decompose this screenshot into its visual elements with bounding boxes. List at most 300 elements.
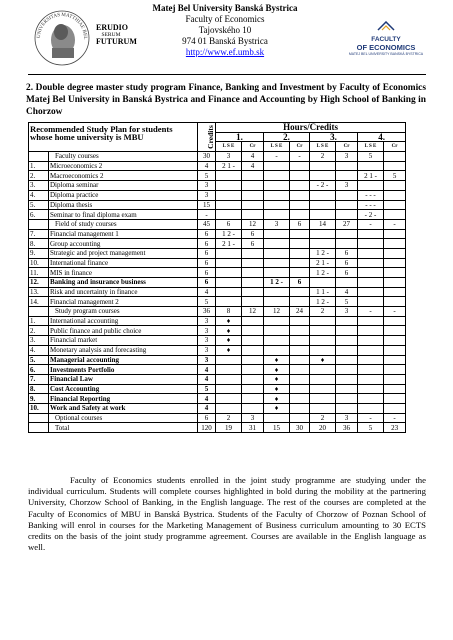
table-cell <box>310 365 336 375</box>
cr-header: Cr <box>242 142 264 152</box>
table-cell <box>290 248 310 258</box>
table-cell <box>216 355 242 365</box>
table-cell: 5 <box>198 171 216 181</box>
table-cell: 6 <box>198 258 216 268</box>
table-cell: Study program courses <box>49 307 198 317</box>
table-cell <box>290 403 310 413</box>
table-cell: 3 <box>216 152 242 162</box>
table-cell: - <box>384 413 406 423</box>
table-cell: 3 <box>336 413 358 423</box>
table-cell: 4 <box>198 374 216 384</box>
table-cell <box>290 287 310 297</box>
table-row <box>29 248 406 258</box>
faculty-name: Faculty of Economics <box>185 14 265 24</box>
table-cell <box>216 374 242 384</box>
table-cell: 2 1 - <box>216 239 242 249</box>
table-cell: 5 <box>384 171 406 181</box>
table-cell: 4. <box>29 345 49 355</box>
table-cell: 2 1 - <box>310 258 336 268</box>
table-cell: 1 2 - <box>264 278 290 288</box>
table-cell: 6. <box>29 365 49 375</box>
table-cell <box>29 219 49 229</box>
table-section-row <box>29 219 406 229</box>
table-cell <box>310 278 336 288</box>
table-cell: Banking and insurance business <box>49 278 198 288</box>
table-cell <box>336 190 358 200</box>
table-cell <box>384 403 406 413</box>
table-cell <box>358 229 384 239</box>
table-cell: 3. <box>29 336 49 346</box>
table-cell <box>310 239 336 249</box>
table-cell <box>384 200 406 210</box>
table-cell: Diploma thesis <box>49 200 198 210</box>
table-cell: 4 <box>198 403 216 413</box>
table-cell <box>358 161 384 171</box>
table-cell: 8. <box>29 239 49 249</box>
table-cell <box>242 394 264 404</box>
table-cell <box>242 384 264 394</box>
table-cell <box>358 355 384 365</box>
table-row <box>29 161 406 171</box>
header-divider <box>28 74 426 75</box>
table-cell <box>336 210 358 220</box>
table-cell <box>310 336 336 346</box>
table-cell <box>242 374 264 384</box>
table-cell: 4. <box>29 190 49 200</box>
table-cell: 14. <box>29 297 49 307</box>
semester-1-header: 1. <box>216 132 264 142</box>
table-cell <box>384 394 406 404</box>
table-cell <box>384 190 406 200</box>
table-cell: 7. <box>29 374 49 384</box>
credit-header: Credits <box>198 123 216 152</box>
table-cell <box>290 181 310 191</box>
table-cell <box>242 278 264 288</box>
semester-2-header: 2. <box>264 132 310 142</box>
table-cell <box>290 239 310 249</box>
table-cell: 2 <box>310 413 336 423</box>
table-cell: - 2 - <box>310 181 336 191</box>
table-cell <box>242 200 264 210</box>
table-cell <box>290 384 310 394</box>
table-cell: 10. <box>29 258 49 268</box>
letterhead-address <box>130 3 320 58</box>
table-cell: Financial management 1 <box>49 229 198 239</box>
table-cell <box>264 200 290 210</box>
table-cell: 3 <box>336 152 358 162</box>
table-cell <box>290 200 310 210</box>
table-cell: Financial management 2 <box>49 297 198 307</box>
table-cell <box>336 229 358 239</box>
table-cell <box>216 403 242 413</box>
table-cell: 20 <box>310 423 336 433</box>
table-cell: 5 <box>198 384 216 394</box>
table-cell: 6 <box>198 239 216 249</box>
table-cell <box>242 297 264 307</box>
table-row <box>29 258 406 268</box>
table-cell: 2 <box>216 413 242 423</box>
table-cell <box>358 374 384 384</box>
table-cell <box>264 345 290 355</box>
table-cell: 6. <box>29 210 49 220</box>
table-cell <box>384 229 406 239</box>
table-cell: 4 <box>198 394 216 404</box>
table-cell <box>29 307 49 317</box>
table-row <box>29 297 406 307</box>
section-heading: 2. Double degree master study program Finance, Banking and Investment by Faculty of Economics Matej Bel University in Banská Bystrica and Finance and Accounting by High School of Banking in Chorzow <box>26 83 426 117</box>
table-cell: ♦ <box>264 394 290 404</box>
table-row <box>29 355 406 365</box>
table-cell <box>264 287 290 297</box>
table-cell <box>264 258 290 268</box>
table-cell: ♦ <box>264 403 290 413</box>
table-section-row <box>29 307 406 317</box>
website-link[interactable]: http://www.ef.umb.sk <box>185 47 265 57</box>
table-cell: 5 <box>358 152 384 162</box>
table-cell <box>216 190 242 200</box>
table-cell <box>384 239 406 249</box>
table-cell: - 2 - <box>358 210 384 220</box>
table-cell: 14 <box>310 219 336 229</box>
table-cell: 15 <box>264 423 290 433</box>
table-cell <box>242 316 264 326</box>
table-cell: 6 <box>336 248 358 258</box>
table-cell <box>290 316 310 326</box>
table-cell <box>216 287 242 297</box>
table-cell <box>264 326 290 336</box>
table-cell: ♦ <box>310 355 336 365</box>
table-cell <box>290 355 310 365</box>
table-cell: 6 <box>216 219 242 229</box>
table-cell <box>216 278 242 288</box>
table-cell <box>264 248 290 258</box>
table-cell: 6 <box>336 258 358 268</box>
table-cell: 12 <box>264 307 290 317</box>
table-cell <box>384 365 406 375</box>
table-cell: - <box>264 152 290 162</box>
table-cell <box>310 171 336 181</box>
table-cell: 1 2 - <box>216 229 242 239</box>
table-cell <box>358 326 384 336</box>
table-cell: Strategic and project management <box>49 248 198 258</box>
table-cell: 23 <box>384 423 406 433</box>
faculty-logo-mark-icon <box>377 21 395 31</box>
table-cell: Seminar to final diploma exam <box>49 210 198 220</box>
table-row <box>29 316 406 326</box>
table-cell <box>358 268 384 278</box>
table-cell <box>310 384 336 394</box>
table-cell <box>384 181 406 191</box>
table-cell: 1 2 - <box>310 248 336 258</box>
table-cell: Diploma practice <box>49 190 198 200</box>
table-cell <box>290 229 310 239</box>
letterhead <box>0 0 453 76</box>
table-cell: 12. <box>29 278 49 288</box>
table-cell: ♦ <box>264 384 290 394</box>
table-cell <box>264 268 290 278</box>
table-row <box>29 229 406 239</box>
table-cell: 45 <box>198 219 216 229</box>
table-cell <box>310 190 336 200</box>
table-cell: 3 <box>242 413 264 423</box>
table-cell <box>384 161 406 171</box>
table-cell <box>242 287 264 297</box>
table-cell: 6 <box>198 278 216 288</box>
table-cell <box>264 297 290 307</box>
table-cell <box>358 248 384 258</box>
table-cell <box>358 287 384 297</box>
table-cell: 15 <box>198 200 216 210</box>
table-section-row <box>29 423 406 433</box>
table-cell: 3 <box>198 336 216 346</box>
table-cell: Monetary analysis and forecasting <box>49 345 198 355</box>
table-title: Recommended Study Plan for students whose home university is MBU <box>29 123 198 152</box>
table-cell <box>290 258 310 268</box>
table-cell: 12 <box>242 307 264 317</box>
table-cell <box>310 374 336 384</box>
table-cell: Field of study courses <box>49 219 198 229</box>
table-cell <box>264 190 290 200</box>
table-cell <box>216 365 242 375</box>
table-cell <box>384 268 406 278</box>
table-cell: 3 <box>198 190 216 200</box>
table-cell: 31 <box>242 423 264 433</box>
table-cell: 1 2 - <box>310 297 336 307</box>
university-name: Matej Bel University Banská Bystrica <box>152 3 298 13</box>
cr-header: Cr <box>290 142 310 152</box>
table-cell <box>336 403 358 413</box>
table-cell <box>384 326 406 336</box>
table-cell <box>290 374 310 384</box>
cr-header: Cr <box>384 142 406 152</box>
table-cell: Financial Law <box>49 374 198 384</box>
table-cell: 2 <box>310 152 336 162</box>
table-cell: 2 1 - <box>216 161 242 171</box>
table-cell: Macroeconomics 2 <box>49 171 198 181</box>
table-cell <box>242 268 264 278</box>
table-cell: ♦ <box>264 365 290 375</box>
table-cell: 30 <box>198 152 216 162</box>
table-cell <box>336 278 358 288</box>
table-cell: 2 <box>310 307 336 317</box>
table-cell <box>264 316 290 326</box>
table-cell: 36 <box>336 423 358 433</box>
table-cell: 30 <box>290 423 310 433</box>
table-cell: 3 <box>336 181 358 191</box>
lse-header: L S E <box>310 142 336 152</box>
table-cell <box>358 297 384 307</box>
table-cell: ♦ <box>216 326 242 336</box>
table-cell <box>242 365 264 375</box>
table-cell: 120 <box>198 423 216 433</box>
table-cell <box>384 210 406 220</box>
table-cell <box>310 229 336 239</box>
table-cell <box>216 384 242 394</box>
table-cell <box>358 181 384 191</box>
table-row <box>29 384 406 394</box>
table-cell <box>384 152 406 162</box>
street-address: Tajovského 10 <box>198 25 252 35</box>
table-cell: 6 <box>198 229 216 239</box>
table-cell <box>264 171 290 181</box>
table-cell: 5. <box>29 200 49 210</box>
table-row <box>29 268 406 278</box>
table-cell: Managerial accounting <box>49 355 198 365</box>
table-cell: Public finance and public choice <box>49 326 198 336</box>
table-cell <box>290 268 310 278</box>
table-cell: 36 <box>198 307 216 317</box>
table-cell <box>336 394 358 404</box>
table-cell: 6 <box>290 278 310 288</box>
table-cell: 5 <box>198 297 216 307</box>
table-cell <box>358 345 384 355</box>
table-row <box>29 210 406 220</box>
table-cell: 3 <box>198 355 216 365</box>
table-cell <box>310 316 336 326</box>
table-cell: 4 <box>198 287 216 297</box>
erudio-motto: ERUDIO SERUM FUTURUM <box>96 23 137 46</box>
table-cell: 3 <box>264 219 290 229</box>
hours-credits-header: Hours/Credits <box>216 123 406 133</box>
table-cell <box>310 200 336 210</box>
table-cell <box>264 413 290 423</box>
table-cell: 11. <box>29 268 49 278</box>
table-cell <box>336 316 358 326</box>
table-cell <box>242 190 264 200</box>
table-cell <box>310 161 336 171</box>
table-cell <box>384 316 406 326</box>
table-row <box>29 345 406 355</box>
table-row <box>29 394 406 404</box>
table-cell: 6 <box>242 239 264 249</box>
table-cell <box>384 297 406 307</box>
table-cell <box>242 171 264 181</box>
table-cell <box>29 152 49 162</box>
table-cell: - <box>290 152 310 162</box>
table-cell: Risk and uncertainty in finance <box>49 287 198 297</box>
table-cell <box>216 297 242 307</box>
table-cell <box>242 355 264 365</box>
table-cell <box>336 239 358 249</box>
table-cell <box>264 229 290 239</box>
table-cell: MIS in finance <box>49 268 198 278</box>
table-cell: Optional courses <box>49 413 198 423</box>
cr-header: Cr <box>336 142 358 152</box>
table-row <box>29 239 406 249</box>
table-cell: 7. <box>29 229 49 239</box>
table-cell <box>384 248 406 258</box>
table-cell: - <box>358 413 384 423</box>
table-cell <box>242 345 264 355</box>
table-cell <box>264 336 290 346</box>
table-cell: Total <box>49 423 198 433</box>
study-plan-body <box>29 152 406 433</box>
table-cell <box>336 374 358 384</box>
table-cell: 6 <box>290 219 310 229</box>
table-cell: 13. <box>29 287 49 297</box>
table-cell: Faculty courses <box>49 152 198 162</box>
study-plan-table <box>28 122 406 433</box>
table-cell <box>290 210 310 220</box>
table-cell: 4 <box>198 365 216 375</box>
table-cell: 5 <box>336 297 358 307</box>
table-cell: Investments Portfolio <box>49 365 198 375</box>
table-cell <box>216 258 242 268</box>
table-row <box>29 171 406 181</box>
table-cell: 5 <box>358 423 384 433</box>
table-cell: 6 <box>198 413 216 423</box>
table-cell <box>29 423 49 433</box>
table-cell: 24 <box>290 307 310 317</box>
table-cell: 6 <box>198 268 216 278</box>
table-cell: 1 1 - <box>310 287 336 297</box>
table-cell: 3 <box>198 181 216 191</box>
table-cell: 3 <box>198 345 216 355</box>
table-cell: International finance <box>49 258 198 268</box>
table-cell: 10. <box>29 403 49 413</box>
table-row <box>29 365 406 375</box>
table-cell <box>336 171 358 181</box>
table-cell: Microeconomics 2 <box>49 161 198 171</box>
semester-3-header: 3. <box>310 132 358 142</box>
table-cell: 3 <box>336 307 358 317</box>
table-cell: - <box>358 307 384 317</box>
table-cell <box>358 258 384 268</box>
table-cell <box>358 278 384 288</box>
table-cell: 27 <box>336 219 358 229</box>
table-cell <box>336 336 358 346</box>
table-cell <box>384 336 406 346</box>
table-cell <box>310 326 336 336</box>
table-cell <box>242 210 264 220</box>
table-cell: 1. <box>29 316 49 326</box>
table-cell <box>358 239 384 249</box>
city-address: 974 01 Banská Bystrica <box>182 36 268 46</box>
table-cell <box>242 248 264 258</box>
table-cell <box>264 181 290 191</box>
table-cell <box>336 384 358 394</box>
table-cell: 2 1 - <box>358 171 384 181</box>
table-cell <box>336 355 358 365</box>
table-section-row <box>29 413 406 423</box>
table-cell: 19 <box>216 423 242 433</box>
table-cell: 6 <box>242 229 264 239</box>
table-cell <box>336 200 358 210</box>
lse-header: L S E <box>264 142 290 152</box>
table-cell <box>384 374 406 384</box>
table-cell <box>384 384 406 394</box>
table-cell: Group accounting <box>49 239 198 249</box>
table-cell <box>310 345 336 355</box>
table-cell <box>384 287 406 297</box>
table-cell <box>310 210 336 220</box>
table-cell: International accounting <box>49 316 198 326</box>
table-cell <box>290 345 310 355</box>
table-cell: 5. <box>29 355 49 365</box>
semester-4-header: 4. <box>358 132 406 142</box>
table-cell: 2. <box>29 171 49 181</box>
table-cell <box>242 258 264 268</box>
table-cell: 3 <box>198 326 216 336</box>
table-cell: Diploma seminar <box>49 181 198 191</box>
table-row <box>29 326 406 336</box>
table-cell <box>290 171 310 181</box>
table-cell: 12 <box>242 219 264 229</box>
table-cell <box>290 394 310 404</box>
faculty-logo: FACULTY OF ECONOMICS MATEJ BEL UNIVERSITY BANSKÁ BYSTRICA <box>344 18 428 58</box>
table-cell <box>290 326 310 336</box>
table-cell: 3 <box>198 316 216 326</box>
